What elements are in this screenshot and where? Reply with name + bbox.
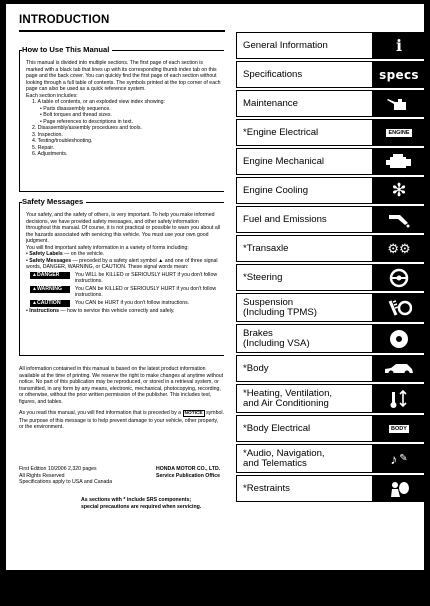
tab-specifications[interactable] [236, 61, 426, 88]
tab-label: General Information [236, 32, 372, 59]
audio-nav-icon: ♪ ✎ [372, 444, 426, 473]
notice-symbol: NOTICE [184, 411, 203, 416]
safety-messages-item: • Safety Messages — preceded by a safety alert symbol ▲ and one of three signal words, DANGER, WARNING, or CAUTION. These signal words mean: [26, 257, 218, 270]
tab-label: *Audio, Navigation, and Telematics [236, 444, 372, 473]
tab-label: *Transaxle [236, 235, 372, 262]
page-title: INTRODUCTION [19, 14, 110, 26]
safety-forms-intro: You will find important safety information in a variety of forms including: [26, 244, 189, 251]
oil-can-icon [372, 90, 426, 117]
tab-body[interactable] [236, 355, 426, 382]
tab-engine-electrical[interactable] [236, 119, 426, 146]
tab-label: *Body [236, 355, 372, 382]
how-to-use-item: • Parts disassembly sequence. [40, 105, 111, 112]
how-to-use-item: 5. Repair. [32, 144, 55, 151]
alert-triangle-icon: ▲ [32, 299, 37, 306]
how-to-use-text [26, 60, 221, 158]
brake-disc-icon [372, 324, 426, 353]
publisher-line: HONDA MOTOR CO., LTD. [156, 466, 221, 472]
tab-label: *Restraints [236, 475, 372, 502]
alert-triangle-icon: ▲ [32, 271, 37, 278]
fuel-nozzle-icon [372, 206, 426, 233]
specs-icon: specs [372, 61, 426, 88]
fan-icon: ✻ [372, 177, 426, 204]
tab-label: *Body Electrical [236, 415, 372, 442]
how-to-use-item: 4. Testing/troubleshooting. [32, 138, 93, 144]
info-icon: i [372, 32, 426, 59]
danger-badge: ▲DANGER [30, 272, 70, 279]
scan-border [0, 570, 430, 606]
engine-icon [372, 148, 426, 175]
caution-row [30, 300, 221, 307]
safety-text [26, 212, 221, 314]
tab-body-electrical[interactable] [236, 415, 426, 442]
warning-text: You CAN be KILLED or SERIOUSLY HURT if you don't follow instructions. [75, 285, 217, 298]
tab-label: *Steering [236, 264, 372, 291]
rights-line: All Rights Reserved [19, 472, 65, 479]
battery-icon: BODY [372, 415, 426, 442]
safety-instructions-item: • Instructions — how to service this vehicle correctly and safely. [26, 307, 175, 314]
how-to-use-includes: Each section includes: [26, 92, 78, 99]
tab-label: Maintenance [236, 90, 372, 117]
tab-brakes[interactable] [236, 324, 426, 353]
legal-text [19, 366, 224, 431]
tab-engine-mechanical[interactable] [236, 148, 426, 175]
tab-steering[interactable] [236, 264, 426, 291]
legal-paragraph: All information contained in this manual is based on the latest product information available at the time of printing. We reserve the right to make changes at anytime without notice. No part of this publication may be reproduced, or stored in a retrieval system, or transmitted, in any form by any means, electronic, mechanical, photocopying, recording, or otherwise, without the prior written permission of the publisher. This includes text, figures, and tables. [19, 366, 224, 405]
srs-note: As sections with * include SRS components; special precautions are required when servicing. [81, 497, 202, 510]
car-body-icon [372, 355, 426, 382]
how-to-use-item: 2. Disassembly/assembly procedures and tools. [32, 125, 142, 131]
publisher-block [156, 466, 236, 479]
steering-wheel-icon [372, 264, 426, 291]
how-to-use-item: 3. Inspection. [32, 131, 63, 138]
tab-maintenance[interactable] [236, 90, 426, 117]
tab-suspension[interactable] [236, 293, 426, 322]
tab-hvac[interactable] [236, 384, 426, 413]
tab-engine-cooling[interactable] [236, 177, 426, 204]
warning-row [30, 286, 221, 299]
alert-triangle-icon: ▲ [32, 285, 37, 292]
engine-box-icon: ENGINE [372, 119, 426, 146]
safety-intro: Your safety, and the safety of others, is very important. To help you make informed decisions, we have provided safety messages, and other safety information throughout this manual. Of course, it is not practical or possible to warn you about all the hazards associated with servicing this vehicle. You must use your own good judgment. [26, 212, 221, 244]
danger-row [30, 272, 221, 285]
notice-paragraph: As you read this manual, you will find information that is preceded by a NOTICE symbol. The purpose of this message is to help prevent damage to your vehicle, other property, or the environment. [19, 410, 224, 430]
tab-audio-navigation[interactable] [236, 444, 426, 473]
caution-text: You CAN be HURT if you don't follow instructions. [75, 299, 190, 306]
tab-label: *Heating, Ventilation, and Air Conditioning [236, 384, 372, 413]
how-to-use-item: 6. Adjustments. [32, 151, 68, 157]
manual-page [6, 4, 424, 570]
edition-block [19, 466, 119, 486]
gears-icon: ⚙⚙ [372, 235, 426, 262]
how-to-use-intro: This manual is divided into multiple sections. The first page of each section is marked with a black tab that lines up with its corresponding thumb index tab on this page and the back cover. You can quickly find the first page of each section without looking through a full table of contents. The symbols printed at the top corner of each page can also be used as a quick reference system. [26, 60, 221, 92]
tab-general-information[interactable] [236, 32, 426, 59]
warning-badge: ▲WARNING [30, 286, 70, 293]
tab-label: *Engine Electrical [236, 119, 372, 146]
tab-restraints[interactable] [236, 475, 426, 502]
tab-fuel-and-emissions[interactable] [236, 206, 426, 233]
caution-badge: ▲CAUTION [30, 300, 70, 307]
tab-label: Engine Mechanical [236, 148, 372, 175]
safety-labels-item: • Safety Labels — on the vehicle. [26, 251, 105, 257]
tab-label: Fuel and Emissions [236, 206, 372, 233]
hvac-icon [372, 384, 426, 413]
tab-label: Specifications [236, 61, 372, 88]
tab-label: Brakes (Including VSA) [236, 324, 372, 353]
office-line: Service Publication Office [156, 472, 221, 479]
edition-line: First Edition 10/2006 2,320 pages [19, 466, 97, 472]
how-to-use-item: • Page references to descriptions in text. [40, 118, 133, 125]
safety-heading: Safety Messages [22, 197, 86, 206]
title-rule [19, 30, 225, 32]
tab-transaxle[interactable] [236, 235, 426, 262]
how-to-use-item: 1. A table of contents, or an exploded view index showing: [32, 99, 165, 105]
shock-absorber-icon [372, 293, 426, 322]
how-to-use-heading: How to Use This Manual [22, 45, 112, 54]
danger-text: You WILL be KILLED or SERIOUSLY HURT if you don't follow instructions. [75, 271, 218, 284]
airbag-icon [372, 475, 426, 502]
tab-label: Suspension (Including TPMS) [236, 293, 372, 322]
tab-label: Engine Cooling [236, 177, 372, 204]
how-to-use-item: • Bolt torques and thread sizes. [40, 112, 112, 118]
specs-apply-line: Specifications apply to USA and Canada [19, 479, 113, 485]
